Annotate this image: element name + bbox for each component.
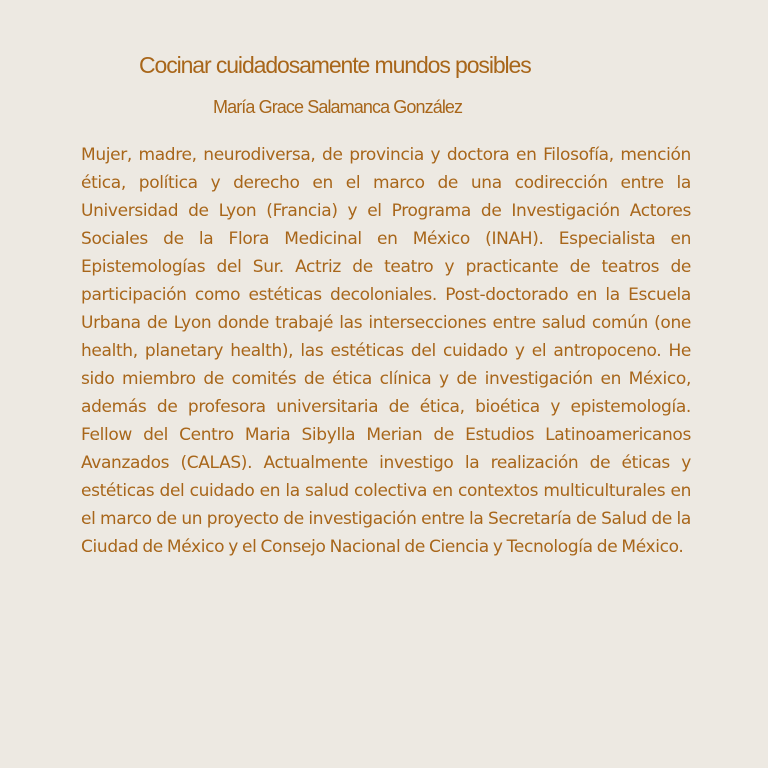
bio-paragraph: Mujer, madre, neurodiversa, de provincia y doctora en Filosofía, mención ética, política y derecho en el marco de una codirección entre la Universidad de Lyon (Francia) y el Programa de Investigación Actores Sociales de la Flora Medicinal en México (INAH). Especialista en Epistemologías del Sur. Actriz de teatro y practicante de teatros de participación como estéticas decoloniales. Post-doctorado en la Escuela Urbana de Lyon donde trabajé las intersecciones entre salud común (one health, planetary health), las estéticas del cuidado y el antropoceno. He sido miembro de comités de ética clínica y de investigación en México, además de profesora universitaria de ética, bioética y epistemología. Fellow del Centro Maria Sibylla Merian de Estudios Latinoamericanos Avanzados (CALAS). Actualmente investigo la realización de éticas y estéticas del cuidado en la salud colectiva en contextos multiculturales en el marco de un proyecto de investigación entre la Secretaría de Salud de la Ciudad de México y el Consejo Nacional de Ciencia y Tecnología de México. <box>81 145 691 557</box>
page-title: Cocinar cuidadosamente mundos posibles <box>139 52 531 78</box>
author-name: María Grace Salamanca González <box>213 97 463 117</box>
